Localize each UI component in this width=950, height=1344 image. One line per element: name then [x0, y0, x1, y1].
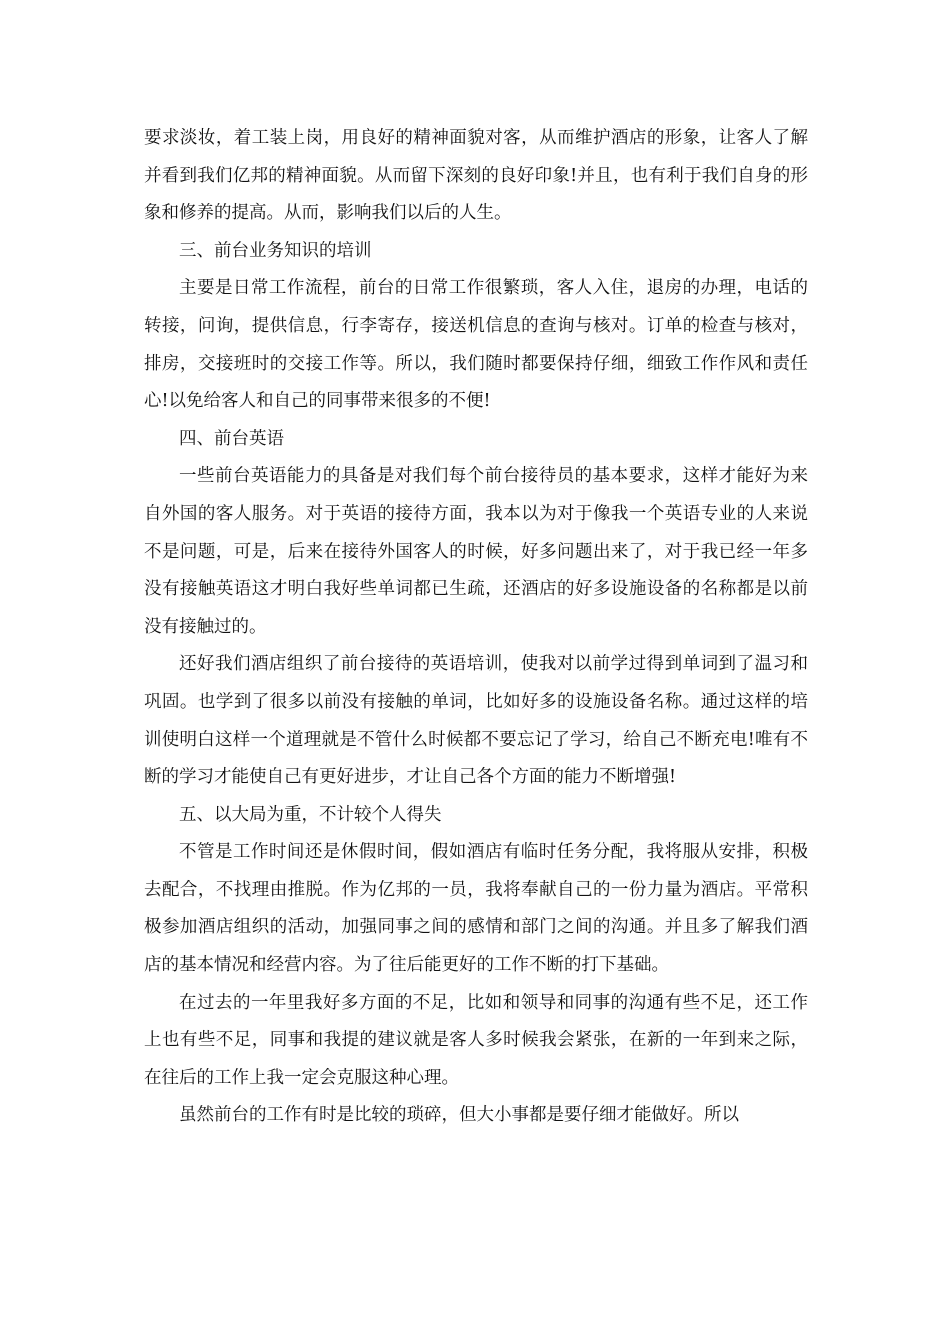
paragraph-closing-partial: 虽然前台的工作有时是比较的琐碎，但大小事都是要仔细才能做好。所以	[179, 1105, 739, 1126]
paragraph-english-ability: 一些前台英语能力的具备是对我们每个前台接待员的基本要求，这样才能好为来自外国的客人服务。对于英语的接待方面，我本以为对于像我一个英语专业的人来说不是问题，可是，后来在接待外国客人的时候，好多问题出来了，对于我已经一年多没有接触英语这才明白我好些单词都已生疏，还酒店的好多设施设备的名称都是以前没有接触过的。	[144, 466, 808, 637]
document-page	[144, 120, 808, 1135]
heading-big-picture: 五、以大局为重，不计较个人得失	[179, 804, 442, 825]
paragraph-shortcomings: 在过去的一年里我好多方面的不足，比如和领导和同事的沟通有些不足，还工作上也有些不足，同事和我提的建议就是客人多时候我会紧张，在新的一年到来之际，在往后的工作上我一定会克服这种心理。	[144, 992, 808, 1088]
heading-front-desk-english: 四、前台英语	[179, 428, 284, 449]
paragraph-daily-workflow: 主要是日常工作流程，前台的日常工作很繁琐，客人入住，退房的办理，电话的转接，问询，提供信息，行李寄存，接送机信息的查询与核对。订单的检查与核对，排房，交接班时的交接工作等。所以，我们随时都要保持仔细，细致工作作风和责任心!以免给客人和自己的同事带来很多的不便!	[144, 278, 808, 412]
paragraph-english-training: 还好我们酒店组织了前台接待的英语培训，使我对以前学过得到单词到了温习和巩固。也学到了很多以前没有接触的单词，比如好多的设施设备名称。通过这样的培训使明白这样一个道理就是不管什么时候都不要忘记了学习，给自己不断充电!唯有不断的学习才能使自己有更好进步，才让自己各个方面的能力不断增强!	[144, 654, 808, 788]
heading-front-desk-knowledge: 三、前台业务知识的培训	[179, 240, 372, 261]
paragraph-appearance: 要求淡妆，着工装上岗，用良好的精神面貌对客，从而维护酒店的形象，让客人了解并看到我们亿邦的精神面貌。从而留下深刻的良好印象!并且，也有利于我们自身的形象和修养的提高。从而，影响我们以后的人生。	[144, 128, 808, 224]
paragraph-cooperation: 不管是工作时间还是休假时间，假如酒店有临时任务分配，我将服从安排，积极去配合，不找理由推脱。作为亿邦的一员，我将奉献自己的一份力量为酒店。平常积极参加酒店组织的活动，加强同事之间的感情和部门之间的沟通。并且多了解我们酒店的基本情况和经营内容。为了往后能更好的工作不断的打下基础。	[144, 842, 808, 976]
